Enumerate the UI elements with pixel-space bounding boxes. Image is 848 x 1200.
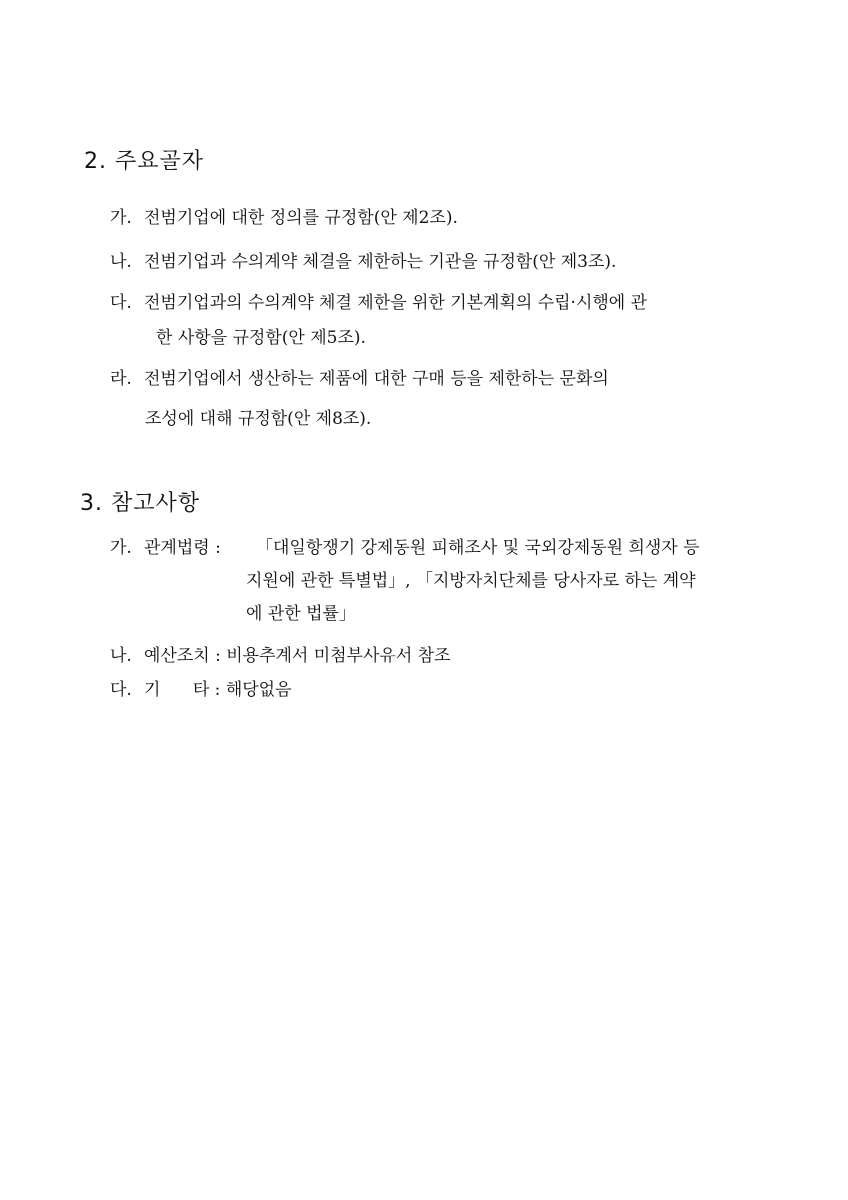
item-marker: 가. bbox=[110, 208, 132, 228]
budget-measure-text: 비용추계서 미첨부사유서 참조 bbox=[226, 646, 451, 666]
item-text: 전범기업과 수의계약 체결을 제한하는 기관을 규정함(안 제3조). bbox=[144, 252, 617, 272]
section-2-item-ra bbox=[110, 368, 609, 390]
section-3-item-na bbox=[110, 645, 451, 667]
section-2-title: 2. 주요골자 bbox=[84, 149, 204, 174]
section-3-item-ga bbox=[110, 537, 221, 559]
item-marker: 나. bbox=[110, 252, 132, 272]
item-text: 전범기업과의 수의계약 체결 제한을 위한 기본계획의 수립·시행에 관 bbox=[144, 293, 648, 313]
law-reference-line-1: 「대일항쟁기 강제동원 피해조사 및 국외강제동원 희생자 등 bbox=[256, 538, 700, 558]
law-reference-line-3: 에 관한 법률」 bbox=[246, 604, 356, 624]
item-label: 기 타 : bbox=[144, 680, 221, 700]
section-3-item-da bbox=[110, 679, 292, 701]
section-2-item-ga bbox=[110, 207, 458, 229]
section-3-title: 3. 참고사항 bbox=[80, 491, 200, 516]
section-2-item-da-continuation: 한 사항을 규정함(안 제5조). bbox=[156, 328, 366, 348]
item-marker: 라. bbox=[110, 369, 132, 389]
other-text: 해당없음 bbox=[225, 680, 292, 700]
item-marker: 다. bbox=[110, 293, 132, 313]
section-2-item-na bbox=[110, 251, 616, 273]
section-2-item-ra-continuation: 조성에 대해 규정함(안 제8조). bbox=[145, 409, 372, 429]
law-reference-line-2: 지원에 관한 특별법」, 「지방자치단체를 당사자로 하는 계약 bbox=[246, 571, 696, 591]
item-marker: 가. bbox=[110, 538, 132, 558]
section-2-item-da bbox=[110, 292, 647, 314]
item-text: 전범기업에서 생산하는 제품에 대한 구매 등을 제한하는 문화의 bbox=[144, 369, 609, 389]
item-marker: 다. bbox=[110, 680, 132, 700]
item-marker: 나. bbox=[110, 646, 132, 666]
item-label: 관계법령 : bbox=[144, 538, 221, 558]
item-label: 예산조치 : bbox=[144, 646, 221, 666]
item-text: 전범기업에 대한 정의를 규정함(안 제2조). bbox=[144, 208, 458, 228]
